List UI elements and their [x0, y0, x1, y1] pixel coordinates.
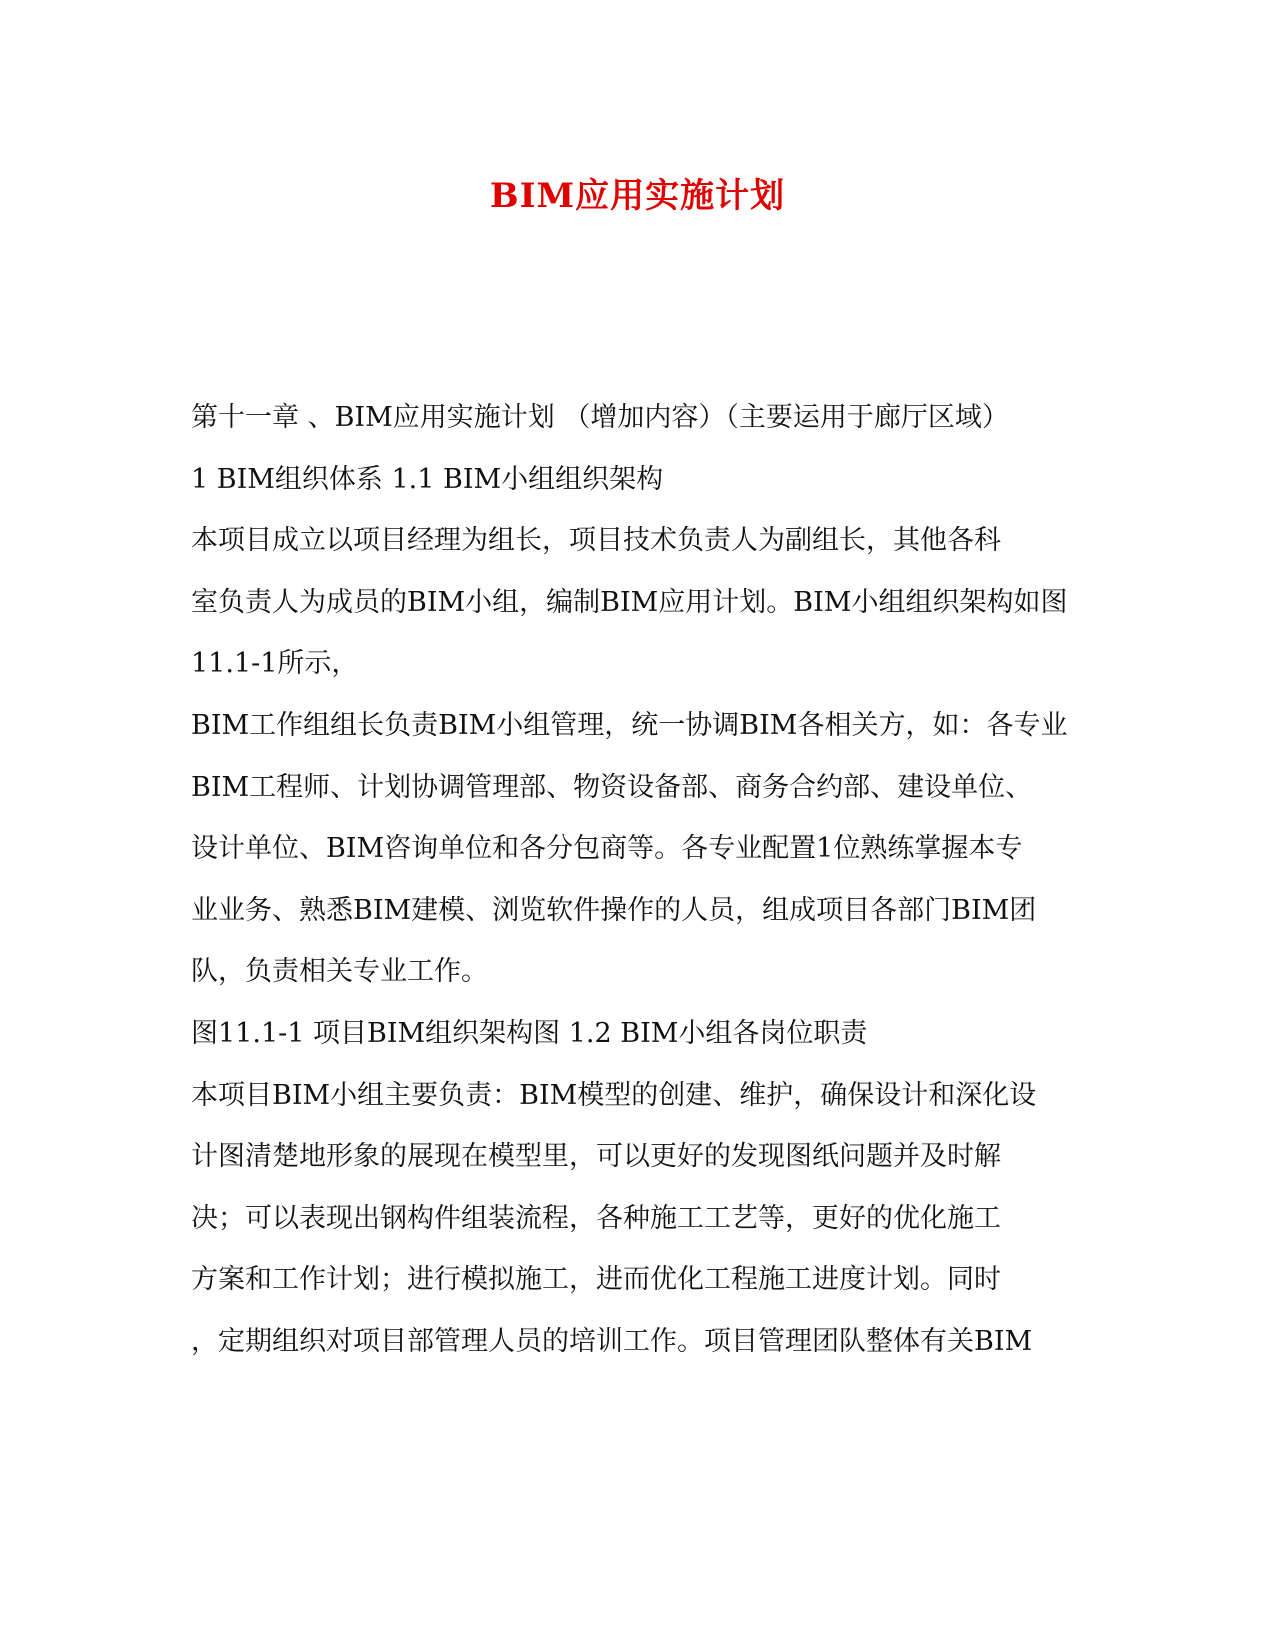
body-text-line: 室负责人为成员的BIM小组，编制BIM应用计划。BIM小组组织架构如图 [191, 587, 1068, 618]
body-text-line: 决；可以表现出钢构件组装流程，各种施工工艺等，更好的优化施工 [191, 1203, 1001, 1234]
body-text-line: 设计单位、BIM咨询单位和各分包商等。各专业配置1位熟练掌握本专 [191, 833, 1023, 864]
body-text-line: BIM工作组组长负责BIM小组管理，统一协调BIM各相关方，如：各专业 [191, 710, 1068, 741]
body-text-line: 方案和工作计划；进行模拟施工，进而优化工程施工进度计划。同时 [191, 1264, 1001, 1295]
section-heading-line: 1 BIM组织体系 1.1 BIM小组组织架构 [191, 464, 664, 495]
body-text-line: ，定期组织对项目部管理人员的培训工作。项目管理团队整体有关BIM [191, 1326, 1033, 1357]
body-text-line: 本项目成立以项目经理为组长，项目技术负责人为副组长，其他各科 [191, 525, 1001, 556]
body-text-line: 11.1-1所示， [191, 648, 359, 679]
body-text-line: 队，负责相关专业工作。 [191, 956, 488, 987]
body-text-line: 业业务、熟悉BIM建模、浏览软件操作的人员，组成项目各部门BIM团 [191, 895, 1037, 926]
document-title: BIM应用实施计划 [489, 176, 786, 216]
body-text-line: 计图清楚地形象的展现在模型里，可以更好的发现图纸问题并及时解 [191, 1141, 1001, 1172]
body-text-line: BIM工程师、计划协调管理部、物资设备部、商务合约部、建设单位、 [191, 772, 1033, 803]
body-text-line: 本项目BIM小组主要负责：BIM模型的创建、维护，确保设计和深化设 [191, 1080, 1037, 1111]
figure-caption-line: 图11.1-1 项目BIM组织架构图 1.2 BIM小组各岗位职责 [191, 1018, 868, 1049]
chapter-heading-line: 第十一章 、BIM应用实施计划 （增加内容）（主要运用于廊厅区域） [191, 402, 1009, 433]
